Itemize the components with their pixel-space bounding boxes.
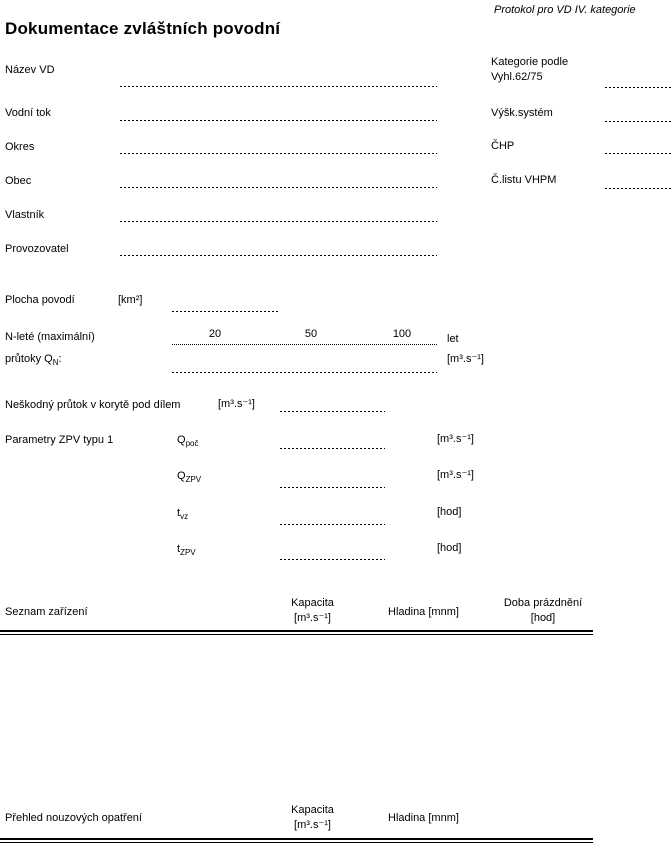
devices-table-title: Seznam zařízení: [5, 606, 88, 618]
blank-line-vodni-tok: [120, 120, 437, 121]
emergency-table-rule: [0, 838, 593, 843]
return-period-100: 100: [392, 328, 412, 340]
devices-col-hladina: Hladina [mnm]: [388, 606, 459, 618]
label-nlete-line1: N-leté (maximální): [5, 331, 95, 343]
blank-line-okres: [120, 153, 437, 154]
zpv-symbol-qpoc: [177, 434, 198, 447]
return-period-50: 50: [304, 328, 318, 340]
label-c-listu-vhpm: Č.listu VHPM: [491, 174, 557, 186]
protocol-note: Protokol pro VD IV. kategorie: [494, 4, 636, 16]
nlete-symbol-base: průtoky Q: [5, 353, 53, 365]
label-vlastnik: Vlastník: [5, 209, 45, 221]
label-nlete-line2: [5, 353, 62, 366]
label-nazev-vd: Název VD: [5, 64, 55, 76]
unit-tvz: [hod]: [437, 506, 462, 518]
qzpv-base: Q: [177, 470, 186, 482]
page-title: Dokumentace zvláštních povodní: [5, 19, 281, 38]
devices-table-rule: [0, 630, 593, 635]
emergency-col-kapacita-line2: [m³.s⁻¹]: [294, 819, 331, 831]
blank-line-qpoc: [280, 448, 385, 449]
label-kategorie-line2: Vyhl.62/75: [491, 71, 543, 83]
blank-line-tzpv: [280, 559, 385, 560]
blank-line-neskodny-prutok: [280, 411, 385, 412]
blank-line-qzpv: [280, 487, 385, 488]
devices-col-doba-line2: [hod]: [530, 612, 556, 624]
label-provozovatel: Provozovatel: [5, 243, 69, 255]
blank-line-qn-values: [172, 372, 437, 373]
tzpv-sub: ZPV: [180, 548, 196, 558]
label-okres: Okres: [5, 141, 35, 153]
unit-plocha-povodi: [km²]: [118, 294, 143, 306]
emergency-col-kapacita-line1: Kapacita: [291, 804, 334, 816]
blank-line-chp: [605, 153, 671, 154]
blank-line-vysk-system: [605, 121, 671, 122]
blank-line-tvz: [280, 524, 385, 525]
qpoc-base: Q: [177, 434, 186, 446]
tvz-base: t: [177, 507, 181, 519]
label-parametry-zpv: Parametry ZPV typu 1: [5, 434, 114, 446]
devices-col-kapacita-line2: [m³.s⁻¹]: [294, 612, 331, 624]
nlete-symbol-sub: N: [52, 358, 59, 368]
tvz-sub: vz: [180, 512, 189, 522]
unit-qzpv: [m³.s⁻¹]: [437, 469, 474, 481]
zpv-symbol-qzpv: [177, 470, 201, 483]
unit-let: let: [447, 333, 459, 345]
label-kategorie-line1: Kategorie podle: [491, 56, 569, 68]
unit-qpoc: [m³.s⁻¹]: [437, 433, 474, 445]
devices-col-kapacita-line1: Kapacita: [291, 597, 334, 609]
blank-line-provozovatel: [120, 255, 437, 256]
blank-line-nazev-vd: [120, 86, 437, 87]
zpv-symbol-tvz: [177, 507, 188, 520]
blank-line-vlastnik: [120, 221, 437, 222]
tzpv-base: t: [177, 543, 181, 555]
unit-qn-flow: [m³.s⁻¹]: [447, 353, 484, 365]
emergency-col-hladina: Hladina [mnm]: [388, 812, 459, 824]
label-obec: Obec: [5, 175, 32, 187]
label-vysk-system: Výšk.systém: [491, 107, 553, 119]
blank-line-obec: [120, 187, 437, 188]
blank-line-plocha-povodi: [172, 311, 278, 312]
qzpv-sub: ZPV: [185, 475, 202, 485]
emergency-table-title: Přehled nouzových opatření: [5, 812, 142, 824]
unit-tzpv: [hod]: [437, 542, 462, 554]
rule-return-periods: [172, 344, 437, 345]
label-chp: ČHP: [491, 140, 515, 152]
label-vodni-tok: Vodní tok: [5, 107, 51, 119]
nlete-symbol-colon: :: [58, 353, 62, 365]
label-neskodny-prutok: Neškodný průtok v korytě pod dílem: [5, 399, 181, 411]
blank-line-kategorie: [605, 87, 671, 88]
blank-line-c-listu-vhpm: [605, 188, 671, 189]
qpoc-sub: poč: [185, 439, 199, 449]
zpv-symbol-tzpv: [177, 543, 196, 556]
unit-neskodny-prutok: [m³.s⁻¹]: [218, 398, 255, 410]
label-plocha-povodi: Plocha povodí: [5, 294, 75, 306]
devices-col-doba-line1: Doba prázdnění: [503, 597, 583, 609]
return-period-20: 20: [208, 328, 222, 340]
